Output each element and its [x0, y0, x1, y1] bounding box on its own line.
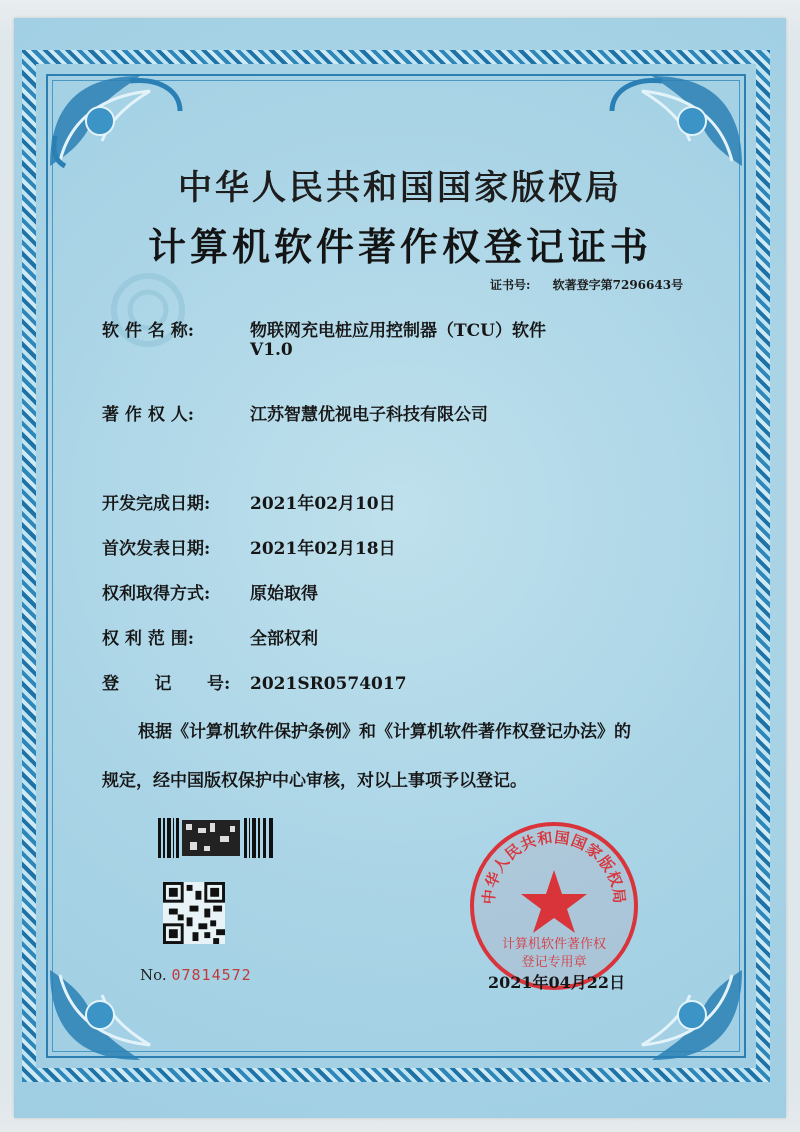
field-label: 登 记 号: [102, 674, 231, 694]
field-value-version: V1.0 [250, 340, 293, 360]
seal-center-line-2: 登记专用章 [521, 955, 587, 970]
seal-center-line-1: 计算机软件著作权 [501, 937, 607, 952]
field-value: 全部权利 [250, 629, 318, 649]
field-value: 物联网充电桩应用控制器（TCU）软件 [250, 321, 547, 341]
serial-number-label: No. [140, 966, 167, 984]
field-label: 权 利 范 围: [102, 629, 195, 649]
field-value: 2021SR0574017 [250, 674, 407, 694]
field-acquisition-method [102, 579, 318, 604]
field-label: 软 件 名 称: [102, 321, 195, 341]
field-value: 2021年02月18日 [250, 539, 396, 559]
field-label: 权利取得方式: [102, 584, 211, 604]
certificate-number [490, 276, 683, 293]
certificate-number-value: 软著登字第7296643号 [552, 278, 684, 292]
field-label: 开发完成日期: [102, 494, 211, 514]
qr-code-icon [163, 882, 225, 944]
authority-title: 中华人民共和国国家版权局 [178, 168, 622, 208]
certificate-number-label: 证书号: [490, 278, 531, 292]
statement-line-1: 根据《计算机软件保护条例》和《计算机软件著作权登记办法》的 [138, 722, 631, 742]
field-label: 首次发表日期: [102, 539, 211, 559]
field-label: 著 作 权 人: [102, 405, 195, 425]
field-publish-date [102, 534, 396, 559]
seal-arc-text: 中华人民共和国国家版权局 [479, 828, 629, 906]
field-registration-number [102, 669, 407, 694]
field-development-date [102, 489, 396, 514]
barcode-icon [158, 818, 274, 858]
field-rights-scope [102, 624, 318, 649]
statement-paragraph [102, 708, 712, 806]
field-value: 2021年02月10日 [250, 494, 396, 514]
official-seal-icon [466, 818, 642, 994]
serial-number-value: 07814572 [171, 966, 252, 984]
field-copyright-owner [102, 400, 488, 425]
serial-number [140, 966, 252, 984]
statement-line-2: 规定，经中国版权保护中心审核，对以上事项予以登记。 [102, 771, 527, 791]
issue-date: 2021年04月22日 [488, 973, 626, 992]
field-value: 江苏智慧优视电子科技有限公司 [250, 405, 488, 425]
field-value: 原始取得 [250, 584, 318, 604]
certificate-title: 计算机软件著作权登记证书 [147, 224, 652, 269]
field-software-name [102, 316, 547, 360]
